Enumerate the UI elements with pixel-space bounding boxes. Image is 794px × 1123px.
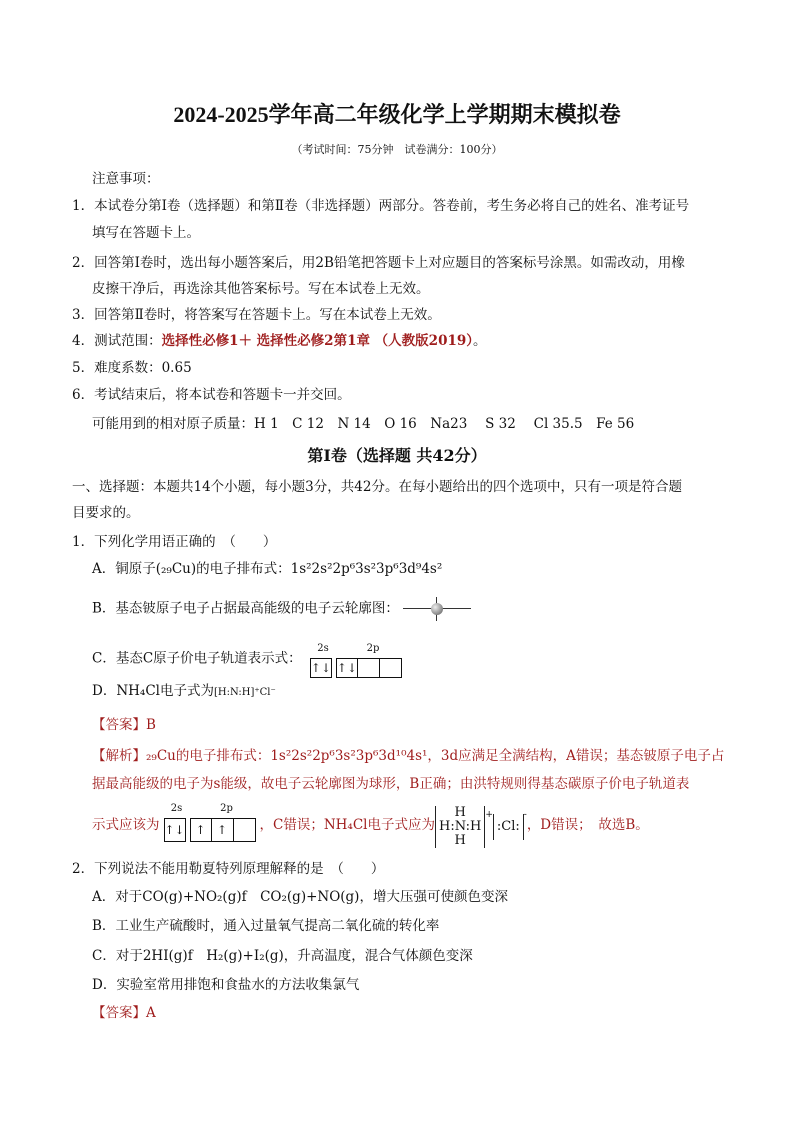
section-heading: 第Ⅰ卷（选择题 共42分） (307, 446, 487, 465)
notice-item-3 (72, 306, 441, 324)
num: 1． (72, 198, 95, 214)
cl-ion: :Cl: (493, 814, 524, 840)
q1-answer: 【答案】B (92, 717, 156, 733)
text: 回答第Ⅱ卷时，将答案写在答题卡上。写在本试卷上无效。 (94, 307, 441, 323)
text: B．基态铍原子电子占据最高能级的电子云轮廓图： (92, 600, 399, 617)
q2-option-c: C．对于2HI(g)f H₂(g)+I₂(g)，升高温度，混合气体颜色变深 (92, 948, 473, 964)
q1-option-c (92, 640, 406, 678)
charge: + (485, 810, 493, 820)
q1-option-a: A．铜原子(₂₉Cu)的电子排布式：1s²2s²2p⁶3s²3p⁶3d⁹4s² (92, 561, 443, 577)
text: 本试卷分第Ⅰ卷（选择题）和第Ⅱ卷（非选择题）两部分。答卷前，考生务必将自己的姓名、准考证号 (94, 198, 690, 214)
orbital-box (380, 658, 402, 678)
label-2s: 2s (170, 803, 183, 814)
q2-option-a: A．对于CO(g)+NO₂(g)f CO₂(g)+NO(g)，增大压强可使颜色变深 (92, 889, 508, 905)
label-2s: 2s (317, 643, 329, 654)
nh4cl-electron-formula (435, 806, 527, 848)
text: 难度系数：0.65 (94, 360, 192, 376)
q1-option-b (92, 597, 473, 621)
h-bottom: H (454, 833, 466, 848)
q2-option-b: B．工业生产硫酸时，通入过量氧气提高二氧化硫的转化率 (92, 918, 440, 934)
correct-orbital-diagram (164, 800, 260, 842)
q1-analysis-1: 【解析】₂₉Cu的电子排布式：1s²2s²2p⁶3s²3p⁶3d¹⁰4s¹，3d应满足全满结构，A错误；基态铍原子电子占 (92, 748, 725, 764)
q2-answer: 【答案】A (92, 1005, 156, 1021)
test-scope: 选择性必修1＋ 选择性必修2第1章 （人教版2019） (161, 333, 473, 349)
q1-analysis-2: 据最高能级的电子为s能级，故电子云轮廓图为球形，B正确；由洪特规则得基态碳原子价电子轨道表 (92, 776, 690, 792)
q1-option-d (92, 682, 276, 702)
q1-analysis-3 (92, 800, 649, 848)
orbital-diagram (310, 640, 406, 678)
notice-item-5 (72, 359, 192, 377)
text: 回答第Ⅰ卷时，选出每小题答案后，用2B铅笔把答题卡上对应题目的答案标号涂黑。如需改动，用橡 (94, 255, 685, 271)
text: 考试结束后，将本试卷和答题卡一并交回。 (94, 387, 351, 403)
orbital-box (358, 658, 380, 678)
s-orbital-diagram-icon (403, 597, 473, 621)
orbital-box: ↑↓ (164, 818, 186, 842)
orbital-box: ↑↓ (336, 658, 358, 678)
notice-item-2 (72, 254, 685, 272)
instructions-line1: 一、选择题：本题共14个小题，每小题3分，共42分。在每小题给出的四个选项中，只有一项是符合题 (72, 479, 682, 495)
notice-item-4 (72, 332, 487, 350)
notice-item-2-cont: 皮擦干净后，再选涂其他答案标号。写在本试卷上无效。 (92, 281, 430, 297)
orbital-box: ↑↓ (310, 658, 332, 678)
notice-heading: 注意事项： (92, 171, 160, 187)
exam-info: （考试时间：75分钟 试卷满分：100分） (291, 143, 503, 156)
tail: 。 (473, 333, 487, 349)
atomic-masses: 可能用到的相对原子质量：H 1 C 12 N 14 O 16 Na23 S 32 Cl 35.5 Fe 56 (92, 416, 635, 432)
h-top: H (454, 805, 466, 820)
q1-stem: 1．下列化学用语正确的 （ ） (72, 534, 277, 550)
text: D．NH₄Cl电子式为 (92, 683, 214, 699)
label-2p: 2p (366, 643, 380, 654)
instructions-line2: 目要求的。 (72, 505, 140, 521)
num: 2． (72, 255, 95, 271)
text: 示式应该为 (92, 817, 160, 833)
num: 6． (72, 387, 95, 403)
q2-option-d: D．实验室常用排饱和食盐水的方法收集氯气 (92, 977, 360, 993)
q2-stem: 2．下列说法不能用勒夏特列原理解释的是 （ ） (72, 861, 385, 877)
orbital-box (234, 818, 256, 842)
notice-item-6 (72, 386, 351, 404)
notice-item-1 (72, 197, 689, 215)
page-title: 2024-2025学年高二年级化学上学期期末模拟卷 (173, 102, 621, 127)
num: 4． (72, 333, 95, 349)
text: C．基态C原子价电子轨道表示式： (92, 650, 302, 667)
electron-formula: [H:N:H]⁺Cl⁻ (213, 687, 276, 698)
text: ，D错误； 故选B。 (526, 817, 649, 833)
text: 测试范围： (94, 333, 162, 349)
h-n-h: H:N:H (438, 819, 482, 834)
text: ，C错误；NH₄Cl电子式应为 (259, 817, 435, 833)
label-2p: 2p (220, 803, 233, 814)
num: 5． (72, 360, 95, 376)
charge: - (523, 810, 527, 820)
orbital-box: ↑ (212, 818, 234, 842)
orbital-box: ↑ (190, 818, 212, 842)
notice-item-1-cont: 填写在答题卡上。 (92, 225, 200, 241)
num: 3． (72, 307, 95, 323)
